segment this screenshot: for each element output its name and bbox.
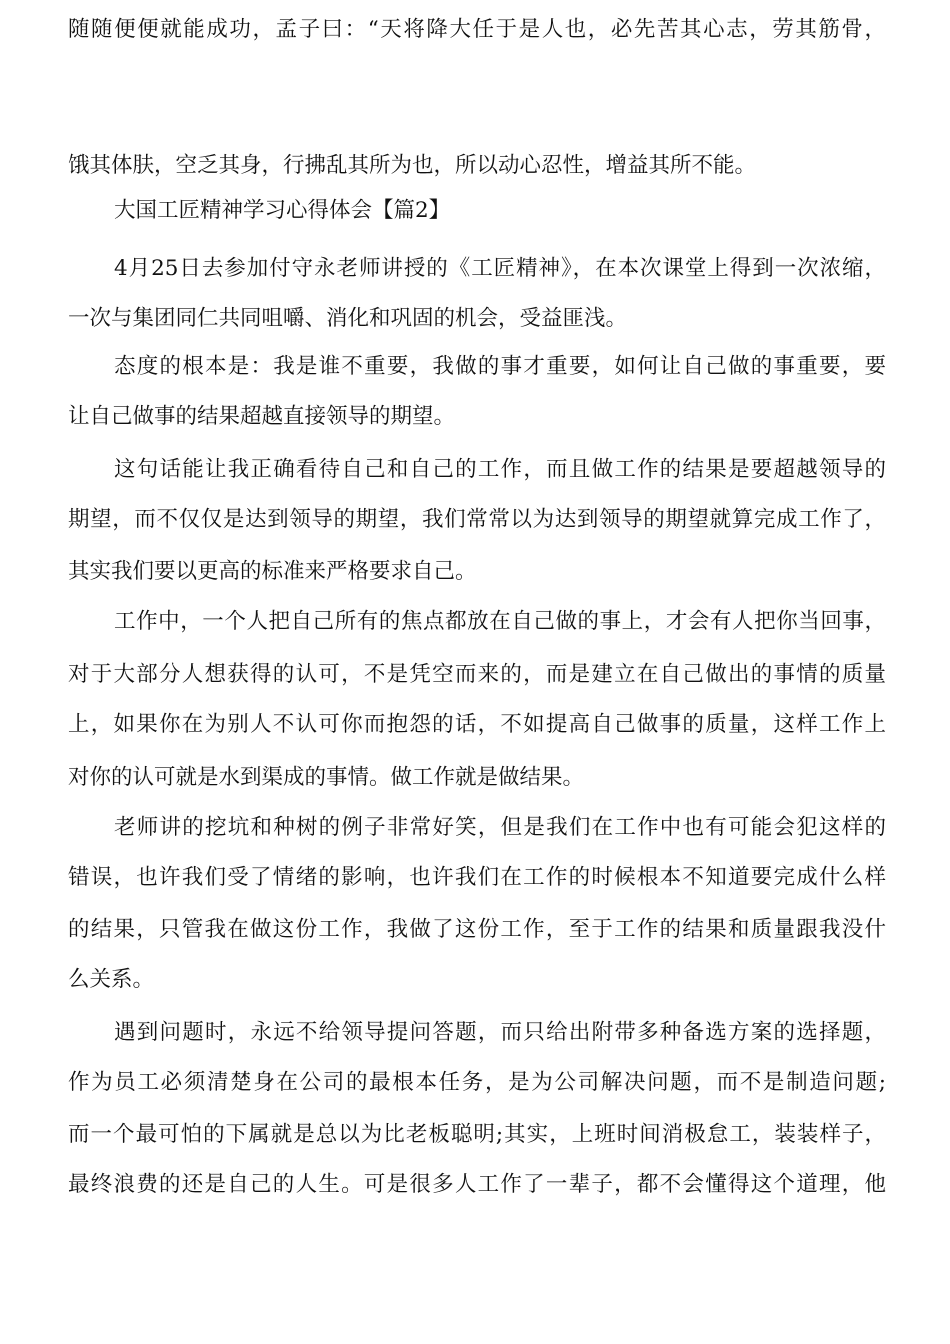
- text-line: 饿其体肤，空乏其身，行拂乱其所为也，所以动心忍性，增益其所不能。: [68, 153, 757, 178]
- text-line: 其实我们要以更高的标准来严格要求自己。: [68, 559, 477, 584]
- text-line: 一次与集团同仁共同咀嚼、消化和巩固的机会，受益匪浅。: [68, 306, 628, 331]
- section-heading: 大国工匠精神学习心得体会【篇2】: [114, 198, 451, 223]
- text-line: 老师讲的挖坑和种树的例子非常好笑，但是我们在工作中也有可能会犯这样的: [114, 815, 886, 840]
- text-line: 么关系。: [68, 967, 155, 992]
- text-line: 期望，而不仅仅是达到领导的期望，我们常常以为达到领导的期望就算完成工作了，: [68, 507, 886, 532]
- text-line: 让自己做事的结果超越直接领导的期望。: [68, 404, 456, 429]
- text-line: 态度的根本是：我是谁不重要，我做的事才重要，如何让自己做的事重要，要: [114, 354, 886, 379]
- text-line: 最终浪费的还是自己的人生。可是很多人工作了一辈子，都不会懂得这个道理，他: [68, 1172, 886, 1197]
- text-line: 作为员工必须清楚身在公司的最根本任务，是为公司解决问题，而不是制造问题;: [68, 1070, 886, 1095]
- document-page: [68, 0, 886, 1344]
- text-line: 对于大部分人想获得的认可，不是凭空而来的，而是建立在自己做出的事情的质量: [68, 662, 886, 687]
- text-line: 的结果，只管我在做这份工作，我做了这份工作，至于工作的结果和质量跟我没什: [68, 917, 886, 942]
- text-line: 工作中，一个人把自己所有的焦点都放在自己做的事上，才会有人把你当回事，: [114, 609, 886, 634]
- text-line: 遇到问题时，永远不给领导提问答题，而只给出附带多种备选方案的选择题，: [114, 1020, 886, 1045]
- text-line: 随随便便就能成功，孟子曰：“天将降大任于是人也，必先苦其心志，劳其筋骨，: [68, 17, 886, 42]
- text-line: 上，如果你在为别人不认可你而抱怨的话，不如提高自己做事的质量，这样工作上: [68, 712, 886, 737]
- text-line: 错误，也许我们受了情绪的影响，也许我们在工作的时候根本不知道要完成什么样: [68, 865, 886, 890]
- text-line: 这句话能让我正确看待自己和自己的工作，而且做工作的结果是要超越领导的: [114, 457, 886, 482]
- text-line: 而一个最可怕的下属就是总以为比老板聪明;其实，上班时间消极怠工，装装样子，: [68, 1122, 886, 1147]
- text-line: 4月25日去参加付守永老师讲授的《工匠精神》，在本次课堂上得到一次浓缩，: [114, 256, 886, 281]
- text-line: 对你的认可就是水到渠成的事情。做工作就是做结果。: [68, 765, 585, 790]
